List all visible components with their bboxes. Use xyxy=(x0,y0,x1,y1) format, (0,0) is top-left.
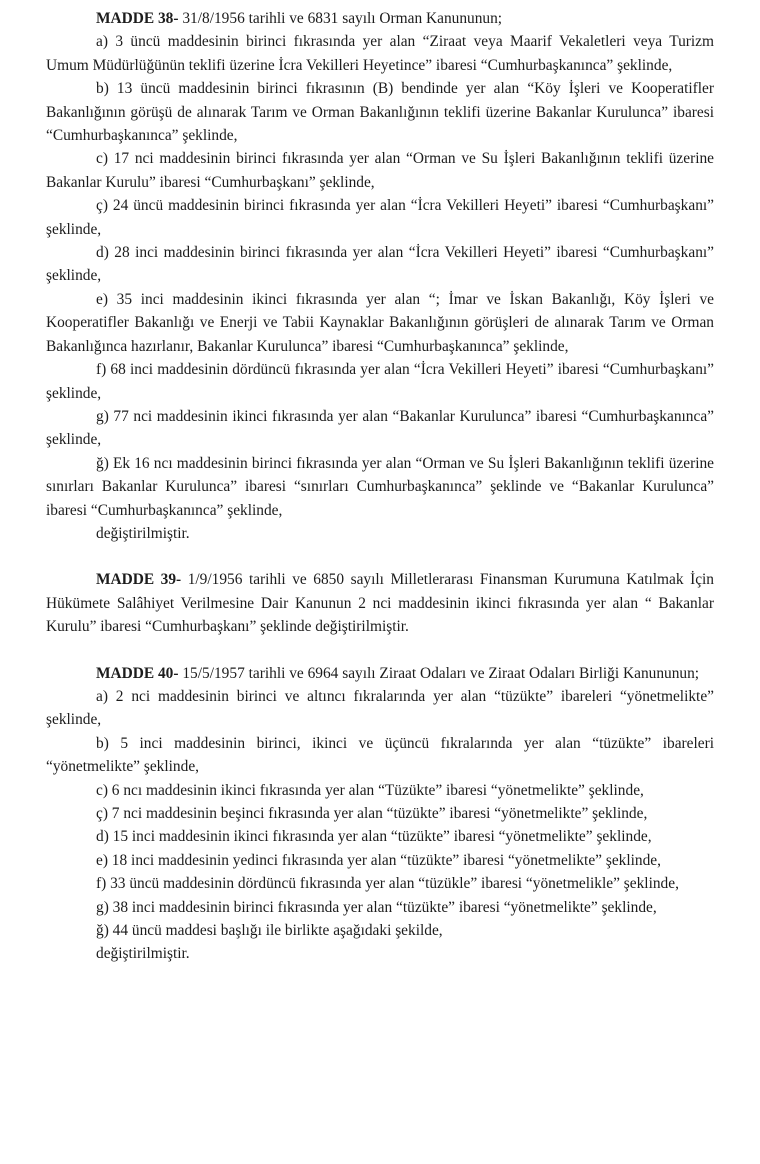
article-38-item-g-breve: ğ) Ek 16 ncı maddesinin birinci fıkrasında yer alan “Orman ve Su İşleri Bakanlığının teklifi üzerine sınırları Bakanlar Kurulunca” ibaresi “sınırları Cumhurbaşkanınca” şeklinde ve “Bakanlar Kurulunca” ibaresi “Cumhurbaşkanınca” şeklinde, xyxy=(46,454,714,519)
article-38-item-a: a) 3 üncü maddesinin birinci fıkrasında yer alan “Ziraat veya Maarif Vekaletleri veya Turizm Umum Müdürlüğünün teklifi üzerine İcra Vekilleri Heyetince” ibaresi “Cumhurbaşkanınca” şeklinde, xyxy=(46,33,714,74)
article-38-closing: değiştirilmiştir. xyxy=(96,524,190,542)
article-40-item-b: b) 5 inci maddesinin birinci, ikinci ve üçüncü fıkralarında yer alan “tüzükte” ibareleri “yönetmelikte” şeklinde, xyxy=(46,734,714,776)
article-38-item-g: g) 77 nci maddesinin ikinci fıkrasında yer alan “Bakanlar Kurulunca” ibaresi “Cumhurbaşkanınca” şeklinde, xyxy=(46,407,714,449)
article-40-item-e: e) 18 inci maddesinin yedinci fıkrasında yer alan “tüzükte” ibaresi “yönetmelikte” şeklinde, xyxy=(96,851,661,869)
document-page xyxy=(46,0,714,1164)
article-40-item-g: g) 38 inci maddesinin birinci fıkrasında yer alan “tüzükte” ibaresi “yönetmelikte” şeklinde, xyxy=(96,898,657,916)
article-40-item-d: d) 15 inci maddesinin ikinci fıkrasında yer alan “tüzükte” ibaresi “yönetmelikte” şeklinde, xyxy=(96,828,652,846)
article-38-item-f: f) 68 inci maddesinin dördüncü fıkrasında yer alan “İcra Vekilleri Heyeti” ibaresi “Cumhurbaşkanı” şeklinde, xyxy=(46,361,714,402)
article-39-label: MADDE 39- xyxy=(96,571,182,589)
article-40-heading xyxy=(46,662,714,685)
article-38-item-e: e) 35 inci maddesinin ikinci fıkrasında yer alan “; İmar ve İskan Bakanlığı, Köy İşleri ve Kooperatifler Bakanlığı ve Enerji ve Tabii Kaynaklar Bakanlığının görüşleri de alınarak Tarım ve Orman Bakanlığınca hazırlanır, Bakanlar Kurulunca” ibaresi “Cumhurbaşkanınca” şeklinde, xyxy=(46,290,714,355)
article-40-item-a: a) 2 nci maddesinin birinci ve altıncı fıkralarında yer alan “tüzükte” ibareleri “yönetmelikte” şeklinde, xyxy=(46,687,714,729)
article-40-closing: değiştirilmiştir. xyxy=(96,945,190,963)
article-38-item-c: c) 17 nci maddesinin birinci fıkrasında yer alan “Orman ve Su İşleri Bakanlığının teklifi üzerine Bakanlar Kurulu” ibaresi “Cumhurbaşkanı” şeklinde, xyxy=(46,150,714,191)
article-40-intro: 15/5/1957 tarihli ve 6964 sayılı Ziraat Odaları ve Ziraat Odaları Birliği Kanununun; xyxy=(178,664,700,682)
article-38-item-d: d) 28 inci maddesinin birinci fıkrasında yer alan “İcra Vekilleri Heyeti” ibaresi “Cumhurbaşkanı” şeklinde, xyxy=(46,244,714,285)
article-40-item-c-cedilla: ç) 7 nci maddesinin beşinci fıkrasında yer alan “tüzükte” ibaresi “yönetmelikte” şeklinde, xyxy=(96,805,648,822)
article-40-item-g-breve: ğ) 44 üncü maddesi başlığı ile birlikte aşağıdaki şekilde, xyxy=(96,922,443,940)
spacer xyxy=(46,639,714,662)
article-38-label: MADDE 38- xyxy=(96,10,179,27)
article-38-item-c-cedilla: ç) 24 üncü maddesinin birinci fıkrasında yer alan “İcra Vekilleri Heyeti” ibaresi “Cumhurbaşkanı” şeklinde, xyxy=(46,197,714,238)
article-39-body xyxy=(46,568,714,638)
article-40-item-c: c) 6 ncı maddesinin ikinci fıkrasında yer alan “Tüzükte” ibaresi “yönetmelikte” şeklinde, xyxy=(96,781,644,799)
article-39 xyxy=(46,568,714,638)
article-38-intro: 31/8/1956 tarihli ve 6831 sayılı Orman Kanununun; xyxy=(178,10,503,27)
article-40 xyxy=(46,662,714,966)
article-38-heading xyxy=(46,7,714,30)
article-40-label: MADDE 40- xyxy=(96,664,179,682)
article-38 xyxy=(46,0,714,545)
article-38-item-b: b) 13 üncü maddesinin birinci fıkrasının (B) bendinde yer alan “Köy İşleri ve Kooperatifler Bakanlığının görüşü de alınarak Tarım ve Orman Bakanlığının teklifi üzerine Bakanlar Kurulunca” ibaresi “Cumhurbaşkanınca” şeklinde, xyxy=(46,80,714,145)
article-40-item-f: f) 33 üncü maddesinin dördüncü fıkrasında yer alan “tüzükle” ibaresi “yönetmelikle” şeklinde, xyxy=(96,875,679,893)
article-39-text: 1/9/1956 tarihli ve 6850 sayılı Milletlerarası Finansman Kurumuna Katılmak İçin Hükümete Salâhiyet Verilmesine Dair Kanunun 2 nci maddesinin ikinci fıkrasında yer alan “ Bakanlar Kurulu” ibaresi “Cumhurbaşkanı” şeklinde değiştirilmiştir. xyxy=(46,571,715,636)
spacer xyxy=(46,545,714,568)
